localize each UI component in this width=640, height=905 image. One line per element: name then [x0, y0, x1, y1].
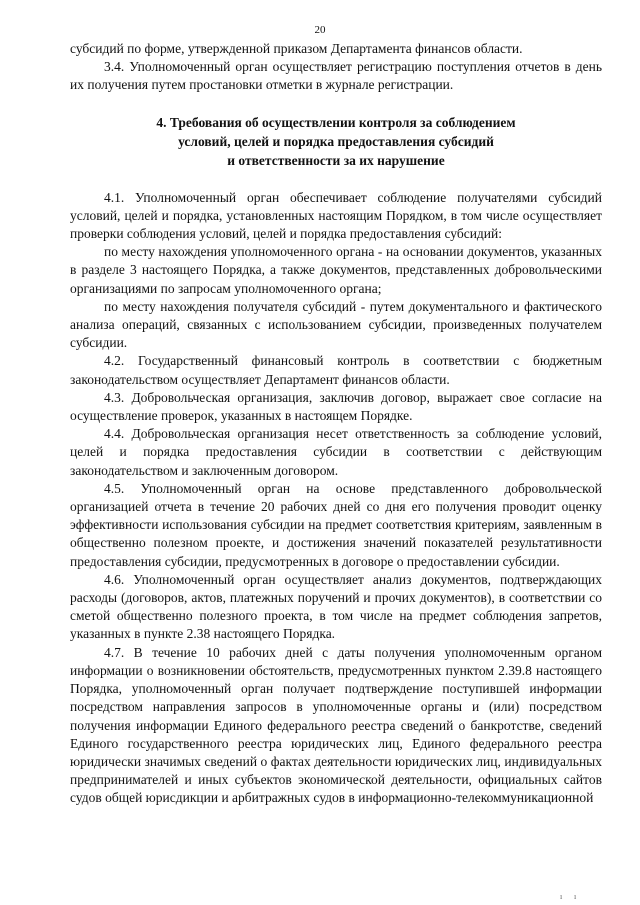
paragraph-3-4: 3.4. Уполномоченный орган осуществляет регистрацию поступления отчетов в день их получения путем простановки отметки в журнале регистрации. — [70, 59, 602, 93]
paragraph-4-1-item-b: по месту нахождения получателя субсидий - путем документального и фактического анализа операций, связанных с использованием субсидии, произведенных получателем субсидии. — [70, 298, 602, 351]
paragraph-4-3: 4.3. Добровольческая организация, заключив договор, выражает свое согласие на осуществление проверок, указанных в настоящем Порядке. — [70, 389, 602, 424]
scan-artifact-mark: ı — [560, 892, 563, 901]
document-body — [70, 40, 602, 808]
paragraph-4-1-item-a: по месту нахождения уполномоченного органа - на основании документов, указанных в разделе 3 настоящего Порядка, а также документов, представленных добровольческими организациями по запросам уполномоченного органа; — [70, 244, 602, 296]
paragraph-4-1: 4.1. Уполномоченный орган обеспечивает соблюдение получателями субсидий условий, целей и порядка, установленных настоящим Порядком, в том числе осуществляет проверки соблюдения условий, целей и порядка предоставления субсидий: — [70, 189, 602, 242]
paragraph-4-5: 4.5. Уполномоченный орган на основе представленного добровольческой организацией отчета в течение 20 рабочих дней со дня его получения проводит оценку эффективности использования субсидии на предмет соответствия критериям, заявленным в общественно полезном проекте, и достижения значений показателей результативности предоставления субсидии, предусмотренных в договоре о предоставлении субсидии. — [70, 480, 602, 569]
paragraph-4-7: 4.7. В течение 10 рабочих дней с даты получения уполномоченным органом информации о возникновении обстоятельств, предусмотренных пунктом 2.39.8 настоящего Порядка, уполномоченный орган получает подтверждение поступившей информации посредством направления запросов в уполномоченные органы и (или) посредством получения информации Единого федерального реестра сведений о банкротстве, сведений Единого государственного реестра юридических лиц, Единого федерального реестра юридически значимых сведений о фактах деятельности юридических лиц, индивидуальных предпринимателей и иных субъектов экономической деятельности, официальных сайтов судов общей юрисдикции и арбитражных судов в информационно-телекоммуникационной — [70, 644, 602, 806]
paragraph-4-6: 4.6. Уполномоченный орган осуществляет анализ документов, подтверждающих расходы (договоров, актов, платежных поручений и прочих документов), в соответствии со сметой общественно полезного проекта, в том числе на предмет соблюдения запретов, указанных в пункте 2.38 настоящего Порядка. — [70, 571, 602, 642]
continuation-text: субсидий по форме, утвержденной приказом Департамента финансов области. — [70, 41, 523, 56]
section-title-line-3: и ответственности за их нарушение — [227, 152, 445, 168]
section-title-line-2: условий, целей и порядка предоставления субсидий — [178, 133, 494, 149]
paragraph-4-4: 4.4. Добровольческая организация несет ответственность за соблюдение условий, целей и порядка предоставления субсидии в соответствии с действующим законодательством и заключенным договором. — [70, 426, 602, 478]
scan-artifact-mark: ı — [574, 892, 577, 901]
section-title-line-1: 4. Требования об осуществлении контроля за соблюдением — [156, 114, 516, 130]
page-number: 20 — [314, 24, 326, 36]
section-heading — [70, 113, 602, 170]
paragraph-4-2: 4.2. Государственный финансовый контроль в соответствии с бюджетным законодательством осуществляет Департамент финансов области. — [70, 353, 602, 387]
